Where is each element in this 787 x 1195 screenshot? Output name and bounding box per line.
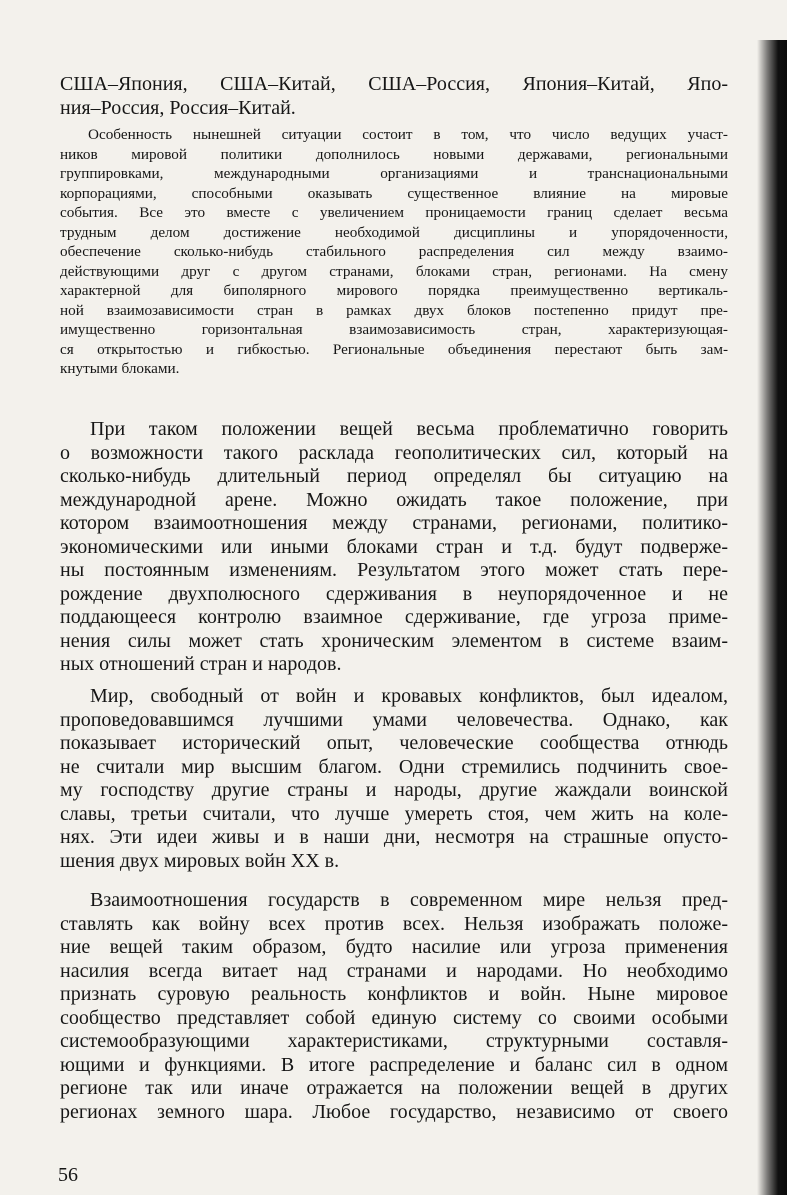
small-line: ной взаимозависимости стран в рамках двух блоков постепенно придут пре- [60, 301, 728, 319]
body-line: показывает исторический опыт, человеческие сообщества отнюдь [60, 732, 728, 754]
small-line: ся открытостью и гибкостью. Региональные объединения перестают быть зам- [60, 340, 728, 358]
small-line: кнутыми блоками. [60, 360, 180, 377]
body-line: о возможности такого расклада геополитических сил, который на [60, 441, 728, 464]
body-paragraph-1 [60, 418, 728, 677]
body-line: признать суровую реальность конфликтов и войн. Ныне мировое [60, 983, 728, 1005]
body-line: ны постоянным изменениям. Результатом этого может стать пере- [60, 559, 728, 581]
body-line: ных отношений стран и народов. [60, 653, 342, 675]
body-line: регионах земного шара. Любое государство, независимо от своего [60, 1100, 728, 1123]
body-line: ние вещей таким образом, будто насилие или угроза применения [60, 936, 728, 958]
small-line: трудным делом достижение необходимой дисциплины и упорядоченности, [60, 223, 728, 241]
body-line: насилия всегда витает над странами и народами. Но необходимо [60, 959, 728, 982]
intro-line: ния–Россия, Россия–Китай. [60, 97, 296, 119]
body-line: му господству другие страны и народы, другие жаждали воинской [60, 779, 728, 801]
intro-paragraph [60, 72, 728, 120]
small-line: действующими друг с другом странами, блоками стран, регионами. На смену [60, 262, 728, 280]
body-line: сколько-нибудь длительный период определял бы ситуацию на [60, 465, 728, 487]
small-print-paragraph [60, 125, 728, 379]
body-line: славы, третьи считали, что лучше умереть стоя, чем жить на коле- [60, 802, 728, 825]
body-paragraph-3 [60, 889, 728, 1124]
body-line: нения силы может стать хроническим элементом в системе взаим- [60, 629, 728, 652]
body-line: системообразующими характеристиками, структурными составля- [60, 1030, 728, 1052]
intro-line: США–Япония, США–Китай, США–Россия, Япония–Китай, Япо- [60, 73, 728, 95]
small-line: ников мировой политики дополнилось новыми державами, региональными [60, 145, 728, 163]
body-line: ющими и функциями. В итоге распределение и баланс сил в одном [60, 1053, 728, 1076]
small-line: корпорациями, способными оказывать существенное влияние на мировые [60, 184, 728, 202]
body-line: проповедовавшимся лучшими умами человечества. Однако, как [60, 708, 728, 731]
small-line: Особенность нынешней ситуации состоит в том, что число ведущих участ- [88, 126, 728, 143]
body-line: не считали мир высшим благом. Одни стремились подчинить свое- [60, 755, 728, 778]
small-line: группировками, международными организациями и транснациональными [60, 165, 728, 182]
small-line: характерной для биполярного мирового порядка преимущественно вертикаль- [60, 282, 728, 299]
body-line: нях. Эти идеи живы и в наши дни, несмотря на страшные опусто- [60, 826, 728, 848]
body-line: поддающееся контролю взаимное сдерживание, где угроза приме- [60, 606, 728, 628]
binding-shadow [757, 40, 787, 1195]
body-line: ставлять как войну всех против всех. Нельзя изображать положе- [60, 912, 728, 935]
small-line: имущественно горизонтальная взаимозависимость стран, характеризующая- [60, 321, 728, 338]
body-line: регионе так или иначе отражается на положении вещей в других [60, 1077, 728, 1099]
body-paragraph-2 [60, 685, 728, 873]
small-line: обеспечение сколько-нибудь стабильного распределения сил между взаимо- [60, 243, 728, 260]
body-line: При таком положении вещей весьма проблематично говорить [90, 418, 728, 440]
body-line: Взаимоотношения государств в современном мире нельзя пред- [90, 889, 728, 911]
body-line: Мир, свободный от войн и кровавых конфликтов, был идеалом, [90, 685, 728, 707]
body-line: международной арене. Можно ожидать такое положение, при [60, 488, 728, 511]
body-line: экономическими или иными блоками стран и т.д. будут подверже- [60, 535, 728, 558]
body-line: шения двух мировых войн XX в. [60, 849, 340, 872]
body-line: сообщество представляет собой единую систему со своими особыми [60, 1006, 728, 1029]
body-line: рождение двухполюсного сдерживания в неупорядоченное и не [60, 582, 728, 605]
small-line: события. Все это вместе с увеличением проницаемости границ сделает весьма [60, 204, 728, 221]
body-line: котором взаимоотношения между странами, регионами, политико- [60, 512, 728, 534]
page-number: 56 [58, 1164, 78, 1186]
